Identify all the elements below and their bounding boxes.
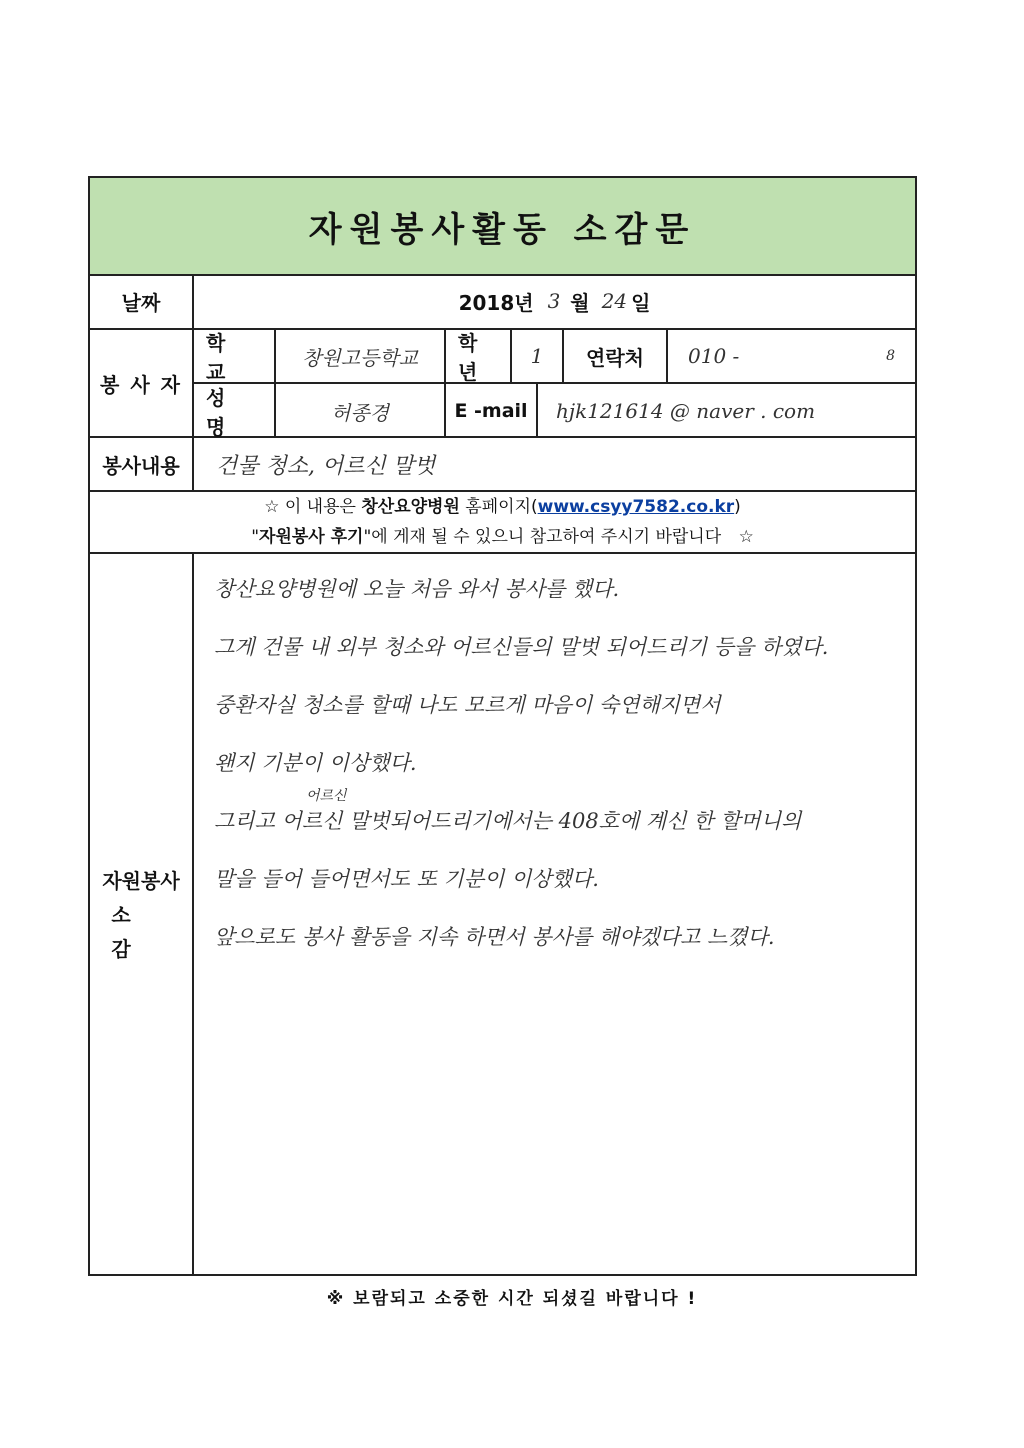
email-label-cell	[444, 384, 536, 438]
date-month: 3	[547, 289, 561, 313]
name-label: 성 명	[206, 386, 256, 439]
grade-value: 1	[530, 344, 544, 368]
reflection-text	[214, 573, 895, 979]
notice-line-1	[90, 492, 915, 522]
contact-tail: 8	[886, 348, 895, 364]
reflection-label-line2: 소 감	[111, 903, 171, 961]
reflection-line	[214, 788, 895, 863]
notice-text-1: 이 내용은	[284, 497, 356, 517]
reflection-line: 창산요양병원에 오늘 처음 와서 봉사를 했다.	[214, 577, 620, 601]
volunteer-row	[90, 330, 915, 438]
school-value-cell	[274, 330, 444, 384]
notice-row	[90, 492, 915, 554]
date-day: 24	[601, 289, 628, 313]
volunteer-report-form	[88, 176, 917, 1276]
school-label: 학 교	[206, 331, 240, 384]
name-value-cell	[274, 384, 444, 438]
date-year: 2018년	[458, 290, 534, 315]
notice-quote-close: "	[363, 527, 372, 547]
reflection-line-text: 그리고 어르신 말벗되어드리기에서는 408호에 계신 한 할머니의	[214, 809, 802, 833]
email-label: E -mail	[454, 400, 528, 422]
reflection-line: 앞으로도 봉사 활동을 지속 하면서 봉사를 해야겠다고 느꼈다.	[214, 925, 775, 949]
notice-text-3: )	[734, 497, 741, 517]
notice-text-2: 홈페이지(	[465, 497, 538, 517]
reflection-insert-note: 어르신	[306, 788, 347, 804]
content-value: 건물 청소, 어르신 말벗	[216, 453, 436, 479]
form-title: 자원봉사활동 소감문	[90, 178, 915, 276]
contact-value-cell	[666, 330, 915, 384]
footer-message: ※ 보람되고 소중한 시간 되셨길 바랍니다 !	[326, 1289, 698, 1309]
content-row	[90, 438, 915, 492]
notice-quote-open: "	[251, 527, 260, 547]
star-icon: ☆	[738, 527, 754, 547]
email-value: hjk121614 @ naver . com	[556, 399, 816, 423]
content-value-cell	[194, 438, 915, 490]
reflection-line: 말을 들어 들어면서도 또 기분이 이상했다.	[214, 867, 599, 891]
reflection-line: 그게 건물 내 외부 청소와 어르신들의 말벗 되어드리기 등을 하였다.	[214, 635, 829, 659]
notice-hospital: 창산요양병원	[361, 497, 460, 517]
reflection-label-line1: 자원봉사	[102, 869, 180, 893]
contact-label: 연락처	[586, 345, 644, 370]
contact-label-cell	[562, 330, 666, 384]
reflection-label	[90, 554, 194, 1276]
reflection-line: 왠지 기분이 이상했다.	[214, 751, 417, 775]
date-month-unit: 월	[570, 290, 590, 315]
content-label: 봉사내용	[90, 438, 194, 490]
notice-text-4: 에 게재 될 수 있으니 참고하여 주시기 바랍니다	[371, 527, 722, 547]
star-icon: ☆	[264, 497, 280, 517]
school-label-cell	[194, 330, 274, 384]
date-row	[90, 274, 915, 330]
contact-value: 010 -	[688, 344, 740, 368]
volunteer-label: 봉 사 자	[90, 330, 194, 436]
notice-url[interactable]: www.csyy7582.co.kr	[537, 497, 735, 517]
grade-value-cell	[510, 330, 562, 384]
email-value-cell	[536, 384, 915, 438]
notice-review: 자원봉사 후기	[259, 527, 364, 547]
date-value	[194, 274, 915, 328]
grade-label: 학 년	[458, 331, 486, 384]
date-label: 날짜	[90, 274, 194, 328]
date-day-unit: 일	[631, 290, 651, 315]
reflection-line: 중환자실 청소를 할때 나도 모르게 마음이 숙연해지면서	[214, 693, 721, 717]
name-label-cell	[194, 384, 274, 438]
grade-label-cell	[444, 330, 510, 384]
name-value: 허종경	[331, 400, 389, 425]
notice-line-2	[90, 522, 915, 552]
school-value: 창원고등학교	[302, 345, 418, 370]
